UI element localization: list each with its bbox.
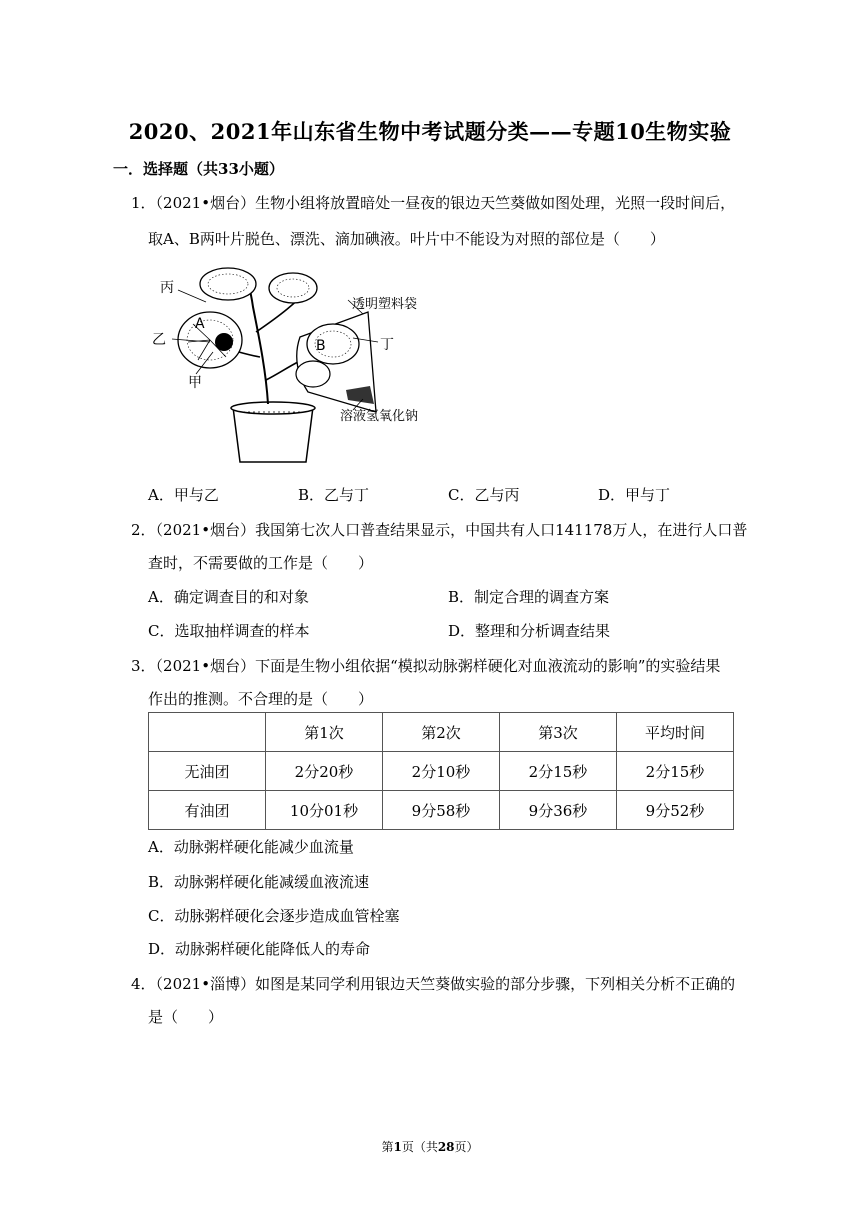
q2-option-a: A．确定调查目的和对象: [148, 588, 309, 606]
leaf-bing: [200, 268, 256, 300]
q1-option-c: C．乙与丙: [448, 486, 520, 504]
table-cell: 2分15秒: [500, 752, 617, 791]
footer-prefix: 第: [381, 1140, 394, 1154]
label-bing: 丙: [160, 280, 174, 296]
table-row: [149, 791, 734, 830]
q3-option-c: C．动脉粥样硬化会逐步造成血管栓塞: [148, 907, 400, 925]
table-header-cell: [149, 713, 266, 752]
q1-option-a: A．甲与乙: [148, 486, 219, 504]
page-footer: [0, 1138, 860, 1155]
label-b: B: [316, 338, 326, 354]
footer-suffix: 页）: [454, 1140, 479, 1154]
table-header-cell: 平均时间: [617, 713, 734, 752]
question-3-line-1: 3．（2021•烟台）下面是生物小组依据“模拟动脉粥样硬化对血液流动的影响”的实验结果: [131, 657, 721, 675]
question-1-line-2: 取A、B两叶片脱色、漂洗、滴加碘液。叶片中不能设为对照的部位是（ ）: [148, 230, 665, 248]
question-3-line-2: 作出的推测。不合理的是（ ）: [148, 690, 374, 708]
table-cell: 10分01秒: [266, 791, 383, 830]
flower-pot: [233, 407, 313, 462]
table-cell: 9分58秒: [383, 791, 500, 830]
label-ding: 丁: [380, 337, 394, 353]
table-header-row: [149, 713, 734, 752]
results-table: [148, 712, 734, 830]
table-cell: 2分20秒: [266, 752, 383, 791]
lower-branch: [266, 362, 298, 380]
q3-option-d: D．动脉粥样硬化能降低人的寿命: [148, 940, 371, 958]
question-4-line-2: 是（ ）: [148, 1008, 224, 1026]
question-2-line-1: 2．（2021•烟台）我国第七次人口普查结果显示，中国共有人口141178万人，在进行人口普: [131, 521, 748, 539]
label-yi: 乙: [152, 332, 166, 348]
table-cell: 2分15秒: [617, 752, 734, 791]
geranium-experiment-figure: [148, 262, 438, 467]
black-cover-patch: [215, 333, 233, 351]
table-cell: 9分52秒: [617, 791, 734, 830]
section-heading: 一．选择题（共33小题）: [113, 160, 284, 178]
label-naoh: 溶液氢氧化钠: [340, 409, 419, 424]
label-plastic-bag: 透明塑料袋: [352, 297, 418, 312]
q3-option-a: A．动脉粥样硬化能减少血流量: [148, 838, 354, 856]
q2-option-c: C．选取抽样调查的样本: [148, 622, 310, 640]
q2-option-d: D．整理和分析调查结果: [448, 622, 611, 640]
q3-option-b: B．动脉粥样硬化能减缓血液流速: [148, 873, 370, 891]
question-4-line-1: 4．（2021•淄博）如图是某同学利用银边天竺葵做实验的部分步骤，下列相关分析不正确的: [131, 975, 736, 993]
q2-option-b: B．制定合理的调查方案: [448, 588, 610, 606]
table-header-cell: 第1次: [266, 713, 383, 752]
q1-option-b: B．乙与丁: [298, 486, 370, 504]
table-header-cell: 第2次: [383, 713, 500, 752]
leaf-lower: [296, 361, 330, 387]
footer-total-pages: 28: [437, 1140, 455, 1154]
leaf-top-right: [269, 273, 317, 303]
question-2-line-2: 查时，不需要做的工作是（ ）: [148, 554, 374, 572]
label-a: A: [195, 316, 205, 332]
table-cell: 2分10秒: [383, 752, 500, 791]
table-cell: 无油团: [149, 752, 266, 791]
table-row: [149, 752, 734, 791]
footer-mid: 页（共: [401, 1140, 438, 1154]
table-cell: 有油团: [149, 791, 266, 830]
label-jia: 甲: [188, 375, 202, 391]
table-header-cell: 第3次: [500, 713, 617, 752]
document-title: 2020、2021年山东省生物中考试题分类——专题10生物实验: [128, 119, 732, 144]
q1-option-d: D．甲与丁: [598, 486, 671, 504]
question-1-line-1: 1．（2021•烟台）生物小组将放置暗处一昼夜的银边天竺葵做如图处理，光照一段时间后，: [131, 194, 736, 212]
table-cell: 9分36秒: [500, 791, 617, 830]
footer-page-number: 1: [393, 1140, 402, 1154]
